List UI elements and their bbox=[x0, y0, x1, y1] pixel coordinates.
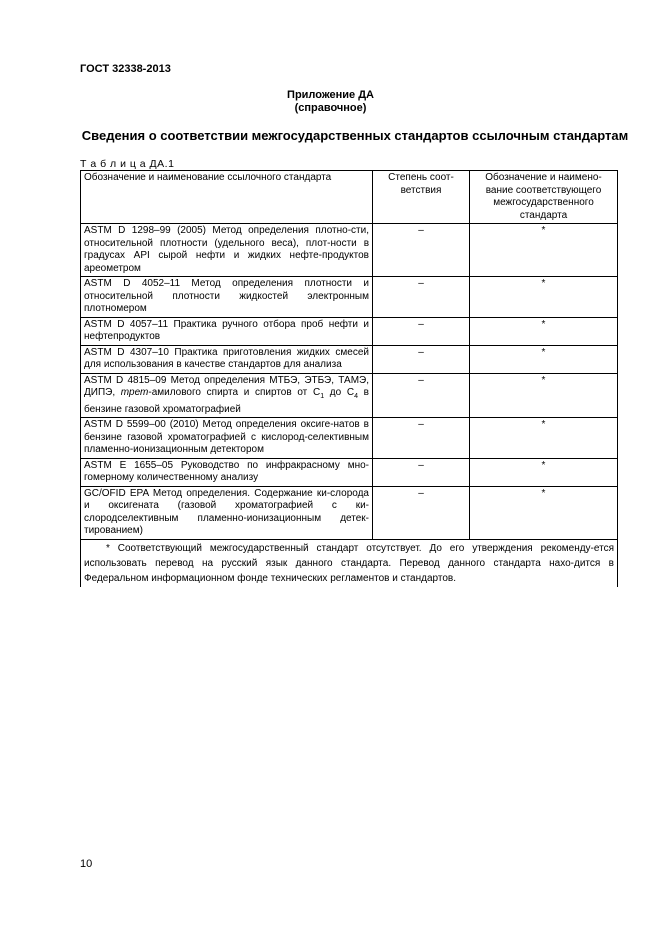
degree-cell: – bbox=[373, 345, 470, 373]
table-label: Т а б л и ц а ДА.1 bbox=[80, 158, 175, 170]
ref-text-c: до C bbox=[324, 387, 355, 398]
interstate-cell: * bbox=[470, 317, 618, 345]
header-ref-standard: Обозначение и наименование ссылочного стандарта bbox=[81, 171, 373, 224]
degree-cell: – bbox=[373, 224, 470, 277]
appendix-title: Приложение ДА bbox=[287, 89, 374, 101]
interstate-cell: * bbox=[470, 373, 618, 418]
ref-text-a: ASTM D 4815–09 Метод определения МТБЭ, ЭТБЭ, ТАМЭ, ДИПЭ, bbox=[84, 374, 369, 398]
interstate-cell: * bbox=[470, 418, 618, 459]
appendix-subtitle: (справочное) bbox=[294, 102, 367, 114]
ref-standard-cell: ASTM D 5599–00 (2010) Метод определения оксиге-натов в бензине газовой хроматографией с кислород-селективным пламенно-ионизационным детектором bbox=[81, 418, 373, 459]
subscript-1: 1 bbox=[320, 393, 325, 400]
footnote-row bbox=[81, 539, 618, 587]
interstate-cell: * bbox=[470, 486, 618, 539]
appendix-header bbox=[0, 89, 661, 115]
table-row bbox=[81, 317, 618, 345]
table-row bbox=[81, 486, 618, 539]
table-row bbox=[81, 345, 618, 373]
ref-standard-cell bbox=[81, 373, 373, 418]
document-code: ГОСТ 32338-2013 bbox=[80, 63, 171, 75]
subscript-4: 4 bbox=[354, 393, 358, 400]
interstate-cell: * bbox=[470, 277, 618, 318]
table-row bbox=[81, 373, 618, 418]
ref-text-italic: трет bbox=[120, 387, 149, 398]
page-number: 10 bbox=[80, 858, 93, 870]
ref-standard-cell: ASTM D 4052–11 Метод определения плотности и относительной плотности жидкостей электронным плотномером bbox=[81, 277, 373, 318]
table-row bbox=[81, 418, 618, 459]
table-header-row bbox=[81, 171, 618, 224]
table-row bbox=[81, 458, 618, 486]
ref-standard-cell: ASTM D 1298–99 (2005) Метод определения плотно-сти, относительной плотности (удельного веса), плот-ности в градусах API сырой нефти и жидких нефте-продуктов ареометром bbox=[81, 224, 373, 277]
ref-standard-cell: ASTM D 4057–11 Практика ручного отбора проб нефти и нефтепродуктов bbox=[81, 317, 373, 345]
section-heading: Сведения о соответствии межгосударственных стандартов ссылочным стандартам bbox=[81, 128, 629, 143]
degree-cell: – bbox=[373, 373, 470, 418]
table-row bbox=[81, 224, 618, 277]
degree-cell: – bbox=[373, 277, 470, 318]
ref-standard-cell: ASTM D 4307–10 Практика приготовления жидких смесей для использования в качестве стандартов для анализа bbox=[81, 345, 373, 373]
header-interstate-standard: Обозначение и наимено-вание соответствующего межгосударственного стандарта bbox=[470, 171, 618, 224]
interstate-cell: * bbox=[470, 345, 618, 373]
table-row bbox=[81, 277, 618, 318]
ref-standard-cell: ASTM E 1655–05 Руководство по инфракрасному мно-гомерному количественному анализу bbox=[81, 458, 373, 486]
table-footnote: * Соответствующий межгосударственный стандарт отсутствует. До его утверждения рекоменду-ется использовать перевод на русский язык данного стандарта. Перевод данного стандарта нахо-дится в Федеральном информационном фонде технических регламентов и стандартов. bbox=[81, 539, 618, 587]
header-degree: Степень соот-ветствия bbox=[373, 171, 470, 224]
degree-cell: – bbox=[373, 458, 470, 486]
degree-cell: – bbox=[373, 418, 470, 459]
interstate-cell: * bbox=[470, 224, 618, 277]
degree-cell: – bbox=[373, 317, 470, 345]
interstate-cell: * bbox=[470, 458, 618, 486]
ref-text-b: -амилового спирта и спиртов от C bbox=[148, 387, 321, 398]
correspondence-table bbox=[80, 170, 618, 587]
ref-standard-cell: GC/OFID EPA Метод определения. Содержание ки-слорода и оксигената (газовой хроматографией с ки-слородселективным пламенно-ионизационным детек-тированием) bbox=[81, 486, 373, 539]
ref-text-d: в бензине газовой хроматографией bbox=[84, 387, 369, 415]
degree-cell: – bbox=[373, 486, 470, 539]
